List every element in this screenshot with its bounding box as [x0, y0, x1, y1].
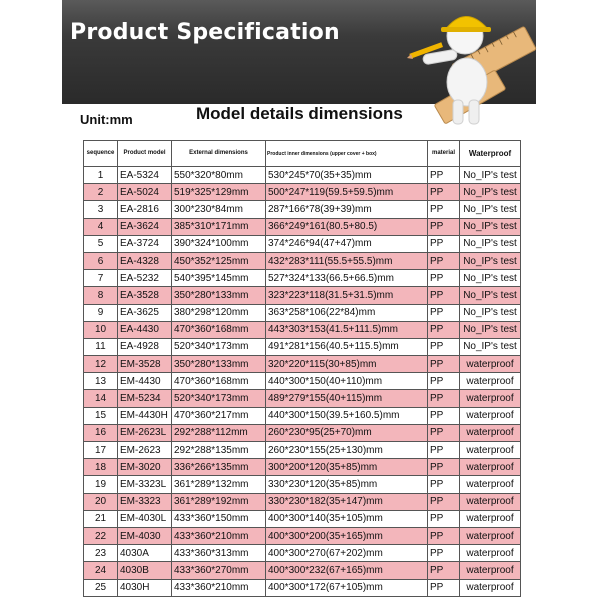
inner-dim-cell: 400*300*172(67+105)mm — [266, 579, 428, 596]
external-dim-cell: 350*280*133mm — [172, 287, 266, 304]
sequence-cell: 18 — [84, 459, 118, 476]
external-dim-cell: 470*360*168mm — [172, 373, 266, 390]
sequence-cell: 8 — [84, 287, 118, 304]
waterproof-cell: waterproof — [460, 562, 521, 579]
waterproof-cell: waterproof — [460, 527, 521, 544]
inner-dim-cell: 491*281*156(40.5+115.5)mm — [266, 338, 428, 355]
inner-dim-cell: 440*300*150(39.5+160.5)mm — [266, 407, 428, 424]
waterproof-cell: waterproof — [460, 459, 521, 476]
external-dim-cell: 380*298*120mm — [172, 304, 266, 321]
col-sequence: sequence — [84, 141, 118, 167]
material-cell: PP — [428, 390, 460, 407]
table-header-row — [84, 141, 521, 167]
material-cell: PP — [428, 579, 460, 596]
external-dim-cell: 470*360*168mm — [172, 321, 266, 338]
material-cell: PP — [428, 424, 460, 441]
sequence-cell: 14 — [84, 390, 118, 407]
inner-dim-cell: 400*300*232(67+165)mm — [266, 562, 428, 579]
sequence-cell: 12 — [84, 356, 118, 373]
model-cell: EA-5024 — [118, 184, 172, 201]
sequence-cell: 11 — [84, 338, 118, 355]
external-dim-cell: 550*320*80mm — [172, 167, 266, 184]
table-row — [84, 527, 521, 544]
col-inner-dimensions: Product inner dimensions (upper cover + box) — [266, 141, 428, 167]
unit-label: Unit:mm — [80, 112, 133, 127]
waterproof-cell: No_IP's test — [460, 287, 521, 304]
table-row — [84, 476, 521, 493]
hard-hat-icon — [441, 16, 491, 32]
inner-dim-cell: 374*246*94(47+47)mm — [266, 235, 428, 252]
material-cell: PP — [428, 321, 460, 338]
sequence-cell: 25 — [84, 579, 118, 596]
inner-dim-cell: 366*249*161(80.5+80.5) — [266, 218, 428, 235]
inner-dim-cell: 330*230*182(35+147)mm — [266, 493, 428, 510]
inner-dim-cell: 440*300*150(40+110)mm — [266, 373, 428, 390]
external-dim-cell: 292*288*112mm — [172, 424, 266, 441]
inner-dim-cell: 432*283*111(55.5+55.5)mm — [266, 252, 428, 269]
table-row — [84, 407, 521, 424]
inner-dim-cell: 400*300*200(35+165)mm — [266, 527, 428, 544]
external-dim-cell: 292*288*135mm — [172, 442, 266, 459]
table-row — [84, 424, 521, 441]
material-cell: PP — [428, 442, 460, 459]
material-cell: PP — [428, 459, 460, 476]
sequence-cell: 6 — [84, 252, 118, 269]
table-row — [84, 442, 521, 459]
material-cell: PP — [428, 338, 460, 355]
external-dim-cell: 470*360*217mm — [172, 407, 266, 424]
inner-dim-cell: 260*230*95(25+70)mm — [266, 424, 428, 441]
inner-dim-cell: 530*245*70(35+35)mm — [266, 167, 428, 184]
waterproof-cell: waterproof — [460, 545, 521, 562]
table-row — [84, 304, 521, 321]
inner-dim-cell: 443*303*153(41.5+111.5)mm — [266, 321, 428, 338]
model-cell: 4030A — [118, 545, 172, 562]
external-dim-cell: 336*266*135mm — [172, 459, 266, 476]
table-row — [84, 493, 521, 510]
material-cell: PP — [428, 476, 460, 493]
construction-mascot-icon — [405, 0, 540, 132]
table-row — [84, 545, 521, 562]
waterproof-cell: waterproof — [460, 442, 521, 459]
waterproof-cell: waterproof — [460, 390, 521, 407]
material-cell: PP — [428, 270, 460, 287]
external-dim-cell: 385*310*171mm — [172, 218, 266, 235]
model-cell: EA-4928 — [118, 338, 172, 355]
external-dim-cell: 350*280*133mm — [172, 356, 266, 373]
header-title: Product Specification — [70, 20, 340, 45]
table-row — [84, 579, 521, 596]
sequence-cell: 3 — [84, 201, 118, 218]
waterproof-cell: No_IP's test — [460, 235, 521, 252]
external-dim-cell: 433*360*150mm — [172, 510, 266, 527]
table-row — [84, 562, 521, 579]
material-cell: PP — [428, 201, 460, 218]
sequence-cell: 15 — [84, 407, 118, 424]
model-cell: 4030H — [118, 579, 172, 596]
material-cell: PP — [428, 184, 460, 201]
sequence-cell: 23 — [84, 545, 118, 562]
external-dim-cell: 540*395*145mm — [172, 270, 266, 287]
inner-dim-cell: 260*230*155(25+130)mm — [266, 442, 428, 459]
external-dim-cell: 433*360*313mm — [172, 545, 266, 562]
table-row — [84, 184, 521, 201]
inner-dim-cell: 287*166*78(39+39)mm — [266, 201, 428, 218]
sequence-cell: 2 — [84, 184, 118, 201]
inner-dim-cell: 323*223*118(31.5+31.5)mm — [266, 287, 428, 304]
waterproof-cell: waterproof — [460, 579, 521, 596]
inner-dim-cell: 489*279*155(40+115)mm — [266, 390, 428, 407]
table-row — [84, 201, 521, 218]
external-dim-cell: 300*230*84mm — [172, 201, 266, 218]
model-cell: EM-2623L — [118, 424, 172, 441]
table-row — [84, 338, 521, 355]
waterproof-cell: waterproof — [460, 407, 521, 424]
material-cell: PP — [428, 252, 460, 269]
model-cell: EM-4430 — [118, 373, 172, 390]
model-cell: EM-4430H — [118, 407, 172, 424]
waterproof-cell: No_IP's test — [460, 218, 521, 235]
model-cell: EM-3020 — [118, 459, 172, 476]
spec-table — [83, 140, 521, 597]
external-dim-cell: 361*289*132mm — [172, 476, 266, 493]
waterproof-cell: No_IP's test — [460, 270, 521, 287]
material-cell: PP — [428, 407, 460, 424]
external-dim-cell: 390*324*100mm — [172, 235, 266, 252]
model-cell: EA-3528 — [118, 287, 172, 304]
waterproof-cell: No_IP's test — [460, 184, 521, 201]
inner-dim-cell: 527*324*133(66.5+66.5)mm — [266, 270, 428, 287]
col-product-model: Product model — [118, 141, 172, 167]
material-cell: PP — [428, 235, 460, 252]
table-row — [84, 373, 521, 390]
model-cell: EM-2623 — [118, 442, 172, 459]
waterproof-cell: No_IP's test — [460, 252, 521, 269]
sequence-cell: 7 — [84, 270, 118, 287]
material-cell: PP — [428, 356, 460, 373]
waterproof-cell: waterproof — [460, 356, 521, 373]
material-cell: PP — [428, 510, 460, 527]
waterproof-cell: waterproof — [460, 424, 521, 441]
waterproof-cell: waterproof — [460, 476, 521, 493]
sequence-cell: 21 — [84, 510, 118, 527]
spec-table-body — [84, 167, 521, 597]
table-row — [84, 235, 521, 252]
external-dim-cell: 433*360*270mm — [172, 562, 266, 579]
waterproof-cell: No_IP's test — [460, 167, 521, 184]
sequence-cell: 24 — [84, 562, 118, 579]
waterproof-cell: No_IP's test — [460, 321, 521, 338]
material-cell: PP — [428, 218, 460, 235]
inner-dim-cell: 400*300*140(35+105)mm — [266, 510, 428, 527]
model-cell: 4030B — [118, 562, 172, 579]
waterproof-cell: waterproof — [460, 493, 521, 510]
waterproof-cell: No_IP's test — [460, 201, 521, 218]
inner-dim-cell: 400*300*270(67+202)mm — [266, 545, 428, 562]
material-cell: PP — [428, 167, 460, 184]
material-cell: PP — [428, 287, 460, 304]
model-cell: EM-3323L — [118, 476, 172, 493]
inner-dim-cell: 363*258*106(22*84)mm — [266, 304, 428, 321]
document-title: Model details dimensions — [196, 104, 403, 123]
model-cell: EA-5324 — [118, 167, 172, 184]
sequence-cell: 1 — [84, 167, 118, 184]
model-cell: EA-4430 — [118, 321, 172, 338]
model-cell: EM-3528 — [118, 356, 172, 373]
model-cell: EA-3724 — [118, 235, 172, 252]
col-external-dimensions: External dimensions — [172, 141, 266, 167]
col-material: material — [428, 141, 460, 167]
external-dim-cell: 520*340*173mm — [172, 338, 266, 355]
sequence-cell: 4 — [84, 218, 118, 235]
sequence-cell: 19 — [84, 476, 118, 493]
col-waterproof: Waterproof — [460, 141, 521, 167]
sequence-cell: 20 — [84, 493, 118, 510]
table-row — [84, 287, 521, 304]
inner-dim-cell: 320*220*115(30+85)mm — [266, 356, 428, 373]
material-cell: PP — [428, 373, 460, 390]
table-row — [84, 356, 521, 373]
material-cell: PP — [428, 527, 460, 544]
inner-dim-cell: 300*200*120(35+85)mm — [266, 459, 428, 476]
waterproof-cell: No_IP's test — [460, 304, 521, 321]
external-dim-cell: 450*352*125mm — [172, 252, 266, 269]
waterproof-cell: No_IP's test — [460, 338, 521, 355]
model-cell: EA-5232 — [118, 270, 172, 287]
model-cell: EM-3323 — [118, 493, 172, 510]
left-margin — [0, 0, 62, 600]
material-cell: PP — [428, 493, 460, 510]
model-cell: EM-5234 — [118, 390, 172, 407]
table-row — [84, 321, 521, 338]
material-cell: PP — [428, 562, 460, 579]
external-dim-cell: 520*340*173mm — [172, 390, 266, 407]
table-row — [84, 252, 521, 269]
model-cell: EA-3624 — [118, 218, 172, 235]
external-dim-cell: 433*360*210mm — [172, 527, 266, 544]
table-row — [84, 218, 521, 235]
table-row — [84, 510, 521, 527]
right-margin — [538, 0, 600, 600]
inner-dim-cell: 330*230*120(35+85)mm — [266, 476, 428, 493]
external-dim-cell: 361*289*192mm — [172, 493, 266, 510]
model-cell: EM-4030 — [118, 527, 172, 544]
model-cell: EM-4030L — [118, 510, 172, 527]
table-row — [84, 390, 521, 407]
table-row — [84, 459, 521, 476]
sequence-cell: 13 — [84, 373, 118, 390]
sequence-cell: 16 — [84, 424, 118, 441]
table-row — [84, 270, 521, 287]
external-dim-cell: 519*325*129mm — [172, 184, 266, 201]
sequence-cell: 10 — [84, 321, 118, 338]
waterproof-cell: waterproof — [460, 373, 521, 390]
model-cell: EA-4328 — [118, 252, 172, 269]
external-dim-cell: 433*360*210mm — [172, 579, 266, 596]
sequence-cell: 22 — [84, 527, 118, 544]
table-row — [84, 167, 521, 184]
inner-dim-cell: 500*247*119(59.5+59.5)mm — [266, 184, 428, 201]
model-cell: EA-2816 — [118, 201, 172, 218]
sequence-cell: 17 — [84, 442, 118, 459]
material-cell: PP — [428, 304, 460, 321]
waterproof-cell: waterproof — [460, 510, 521, 527]
model-cell: EA-3625 — [118, 304, 172, 321]
sequence-cell: 5 — [84, 235, 118, 252]
sequence-cell: 9 — [84, 304, 118, 321]
material-cell: PP — [428, 545, 460, 562]
